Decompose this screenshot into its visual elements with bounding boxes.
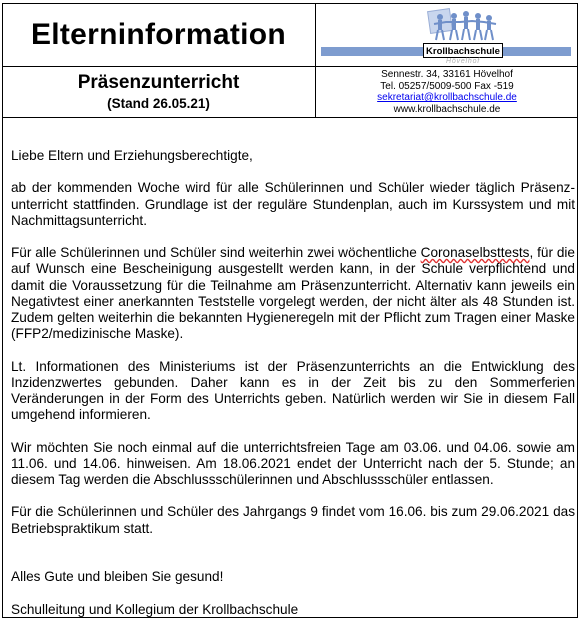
letter-body	[11, 148, 575, 634]
document-subject: Präsenzunterricht	[77, 72, 240, 93]
logo-bar-right	[501, 47, 571, 56]
document-date: (Stand 26.05.21)	[107, 96, 210, 111]
address-street: Sennestr. 34, 33161 Hövelhof	[381, 69, 513, 80]
logo-school-name: Krollbachschule	[423, 43, 503, 58]
paragraph-2	[11, 245, 575, 342]
closing-line: Alles Gute und bleiben Sie gesund!	[11, 569, 224, 585]
paragraph-5: Für die Schülerinnen und Schüler des Jahrgangs 9 findet vom 16.06. bis zum 29.06.2021 das Betriebspraktikum statt.	[11, 504, 575, 536]
school-address	[316, 67, 578, 118]
paragraph-2-start: Für alle Schülerinnen und Schüler sind weiterhin zwei wöchentliche	[11, 245, 421, 261]
paragraph-4: Wir möchten Sie noch einmal auf die unterrichtsfreien Tage am 03.06. und 04.06. sowie am 11.06. und 14.06. hinweisen. Am 18.06.2021 endet der Unterricht nach der 5. Stunde; an diesem Tag werden die Abschlussschülerinnen und Abschlussschüler entlassen.	[11, 439, 575, 487]
paragraph-3: Lt. Informationen des Ministeriums ist der Präsenzunterrichts an die Entwicklung des Inzidenzwertes gebunden. Daher kann es in der Zeit bis zu den Sommerferien Veränderungen in der Form des Unterrichts geben. Natürlich werden wir Sie in diesem Fall umgehend informieren.	[11, 358, 575, 423]
logo-town-name: Hövelhof	[446, 58, 481, 65]
website-text: www.krollbachschule.de	[393, 103, 501, 115]
paragraph-2-rest: , für die auf Wunsch eine Bescheinigung ausgestellt werden kann, in der Schule verpflichtend und damit die Voraussetzung für die Teilnahme am Präsenzunterricht. Alternativ kann jeweils ein Negativtest einer anerkannten Teststelle vorgelegt werden, der nicht älter als 48 Stunden ist. Zudem gelten weiterhin die bekannten Hygieneregeln mit der Pflicht zum Tragen einer Maske (FFP2/medizinische Maske).	[11, 245, 575, 342]
logo-bar-left	[321, 47, 425, 56]
document-title: Elterninformation	[30, 17, 287, 51]
address-phone: Tel. 05257/5009-500 Fax -519	[380, 80, 514, 92]
header-title-cell	[2, 3, 316, 67]
email-link[interactable]: sekretariat@krollbachschule.de	[377, 92, 517, 103]
header-subject-cell	[2, 67, 316, 118]
paragraph-1: ab der kommenden Woche wird für alle Schülerinnen und Schüler wieder täglich Präsenz-unterricht stattfinden. Grundlage ist der reguläre Stundenplan, auch im Kurssystem und mit Nachmittagsunterricht.	[11, 180, 575, 228]
misspelled-word: Coronaselbsttests	[420, 245, 530, 261]
signature: Schulleitung und Kollegium der Krollbachschule	[11, 601, 299, 617]
school-logo	[316, 3, 578, 67]
salutation: Liebe Eltern und Erziehungsberechtigte,	[11, 148, 253, 163]
spacer	[11, 553, 575, 569]
